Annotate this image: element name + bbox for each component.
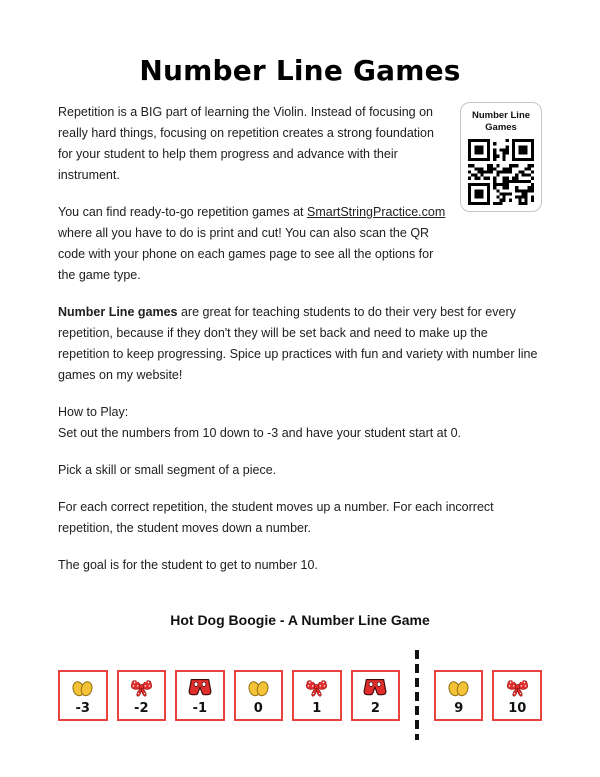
game-heading: Hot Dog Boogie - A Number Line Game xyxy=(170,612,430,628)
paragraph-find-games-end: where all you have to do is print and cut! You can also scan the QR code with your phone on each games page to see all the options for the game type. xyxy=(58,226,434,282)
card-number: 2 xyxy=(370,700,380,716)
shoes-icon xyxy=(445,676,472,700)
card-number: 9 xyxy=(454,700,464,716)
paragraph-find-games xyxy=(58,202,448,286)
number-line-games-rest: are great for teaching students to do their very best for every repetition, because if they don't they will be set back and need to make up the repetition to keep progressing. Spice up practices with fun and variety with number line games on my website! xyxy=(58,305,538,382)
smartstringpractice-link[interactable]: SmartStringPractice.com xyxy=(307,205,446,219)
number-card--2 xyxy=(117,670,167,721)
qr-box xyxy=(460,102,542,212)
card-number: -2 xyxy=(134,700,149,716)
step-set-out-numbers: Set out the numbers from 10 down to -3 and have your student start at 0. xyxy=(58,426,462,440)
number-card-9 xyxy=(434,670,484,721)
content-area xyxy=(0,102,600,740)
paragraph-repetition: Repetition is a BIG part of learning the Violin. Instead of focusing on really hard things, focusing on repetition creates a strong foundation for your student to help them progress and advance with their instrument. xyxy=(58,105,434,182)
dashed-separator xyxy=(415,650,419,740)
card-number: 10 xyxy=(508,700,527,716)
shoes-icon xyxy=(69,676,96,700)
number-card--3 xyxy=(58,670,108,721)
step-repetition-rule: For each correct repetition, the student moves up a number. For each incorrect repetition, the student moves down a number. xyxy=(58,500,494,535)
bow-icon xyxy=(129,676,154,700)
shorts-icon xyxy=(362,676,388,700)
qr-code xyxy=(468,139,534,205)
card-number: 0 xyxy=(253,700,263,716)
number-card-0 xyxy=(234,670,284,721)
paragraph-number-line-games xyxy=(58,302,542,386)
paragraph-find-games-start: You can find ready-to-go repetition games at xyxy=(58,205,307,219)
shorts-icon xyxy=(187,676,213,700)
number-line-cards xyxy=(58,650,542,740)
card-number: -3 xyxy=(75,700,90,716)
bow-icon xyxy=(505,676,530,700)
qr-label: Number Line Games xyxy=(471,110,531,133)
game-section xyxy=(58,612,542,740)
step-pick-skill: Pick a skill or small segment of a piece. xyxy=(58,463,277,477)
how-to-play-heading: How to Play: xyxy=(58,405,129,419)
number-card--1 xyxy=(175,670,225,721)
number-card-10 xyxy=(492,670,542,721)
step-goal: The goal is for the student to get to number 10. xyxy=(58,558,318,572)
card-number: -1 xyxy=(192,700,208,716)
intro-paragraphs xyxy=(58,102,448,302)
bow-icon xyxy=(304,676,329,700)
number-line-games-bold: Number Line games xyxy=(58,305,178,319)
intro-section xyxy=(58,102,542,302)
shoes-icon xyxy=(245,676,272,700)
card-number: 1 xyxy=(312,700,322,716)
page-title: Number Line Games xyxy=(139,54,461,87)
number-card-2 xyxy=(351,670,401,721)
how-to-play-block xyxy=(58,402,542,444)
number-card-1 xyxy=(292,670,342,721)
